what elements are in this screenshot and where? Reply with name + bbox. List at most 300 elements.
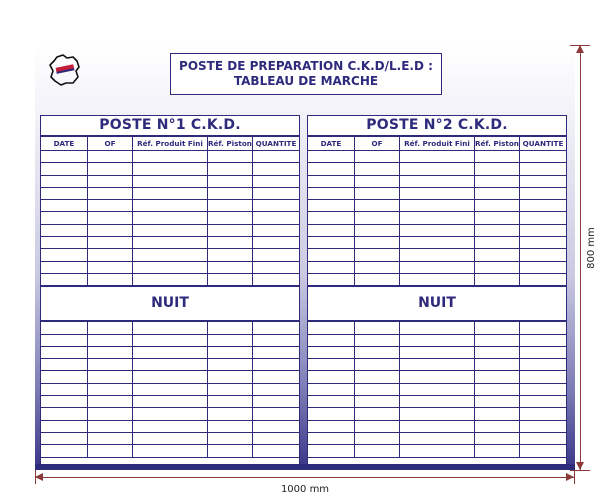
table-cell — [207, 346, 252, 358]
table-cell — [133, 249, 208, 261]
height-dimension-label: 800 mm — [586, 227, 597, 269]
table-cell — [133, 445, 208, 457]
table-row — [41, 420, 299, 432]
table-cell — [133, 408, 208, 420]
table-row — [308, 445, 566, 457]
table-row — [41, 334, 299, 346]
height-dimension-line — [580, 45, 581, 470]
table-cell — [87, 200, 132, 212]
table-cell — [207, 420, 252, 432]
table-cell — [474, 212, 519, 224]
table-cell — [253, 200, 299, 212]
table-cell — [400, 432, 475, 444]
table-cell — [87, 237, 132, 249]
day-rows — [308, 151, 566, 286]
table-cell — [308, 249, 354, 261]
col-header-of: OF — [87, 137, 132, 151]
table-row — [41, 383, 299, 395]
table-cell — [207, 249, 252, 261]
table-cell — [133, 237, 208, 249]
board-title — [170, 53, 442, 95]
arrow-right-icon — [566, 473, 574, 481]
table-cell — [474, 346, 519, 358]
table-cell — [207, 224, 252, 236]
table-cell — [253, 322, 299, 334]
table-cell — [308, 224, 354, 236]
panel-title: POSTE N°1 C.K.D. — [41, 116, 299, 136]
day-table — [308, 136, 566, 286]
table-cell — [474, 151, 519, 163]
panel-title: POSTE N°2 C.K.D. — [308, 116, 566, 136]
table-cell — [253, 237, 299, 249]
table-cell — [41, 175, 87, 187]
table-cell — [207, 432, 252, 444]
table-cell — [308, 261, 354, 273]
col-header-ref-produit: Réf. Produit Fini — [133, 137, 208, 151]
table-cell — [520, 273, 566, 285]
table-cell — [41, 334, 87, 346]
table-row — [308, 273, 566, 285]
table-cell — [41, 163, 87, 175]
table-cell — [253, 359, 299, 371]
table-cell — [354, 359, 399, 371]
table-cell — [354, 334, 399, 346]
table-cell — [308, 151, 354, 163]
table-cell — [308, 371, 354, 383]
table-cell — [520, 420, 566, 432]
table-row — [41, 163, 299, 175]
table-cell — [253, 432, 299, 444]
table-cell — [133, 432, 208, 444]
table-row — [41, 151, 299, 163]
table-cell — [308, 187, 354, 199]
night-rows — [41, 322, 299, 457]
table-cell — [253, 445, 299, 457]
nuit-separator: NUIT — [41, 286, 299, 321]
table-cell — [474, 237, 519, 249]
table-cell — [133, 224, 208, 236]
arrow-down-icon — [576, 462, 584, 470]
table-cell — [354, 163, 399, 175]
table-cell — [87, 445, 132, 457]
header-row — [41, 137, 299, 151]
table-row — [308, 187, 566, 199]
table-cell — [133, 151, 208, 163]
table-cell — [520, 224, 566, 236]
table-cell — [520, 445, 566, 457]
table-row — [308, 383, 566, 395]
table-cell — [474, 187, 519, 199]
table-cell — [207, 212, 252, 224]
table-cell — [354, 273, 399, 285]
table-cell — [207, 151, 252, 163]
table-cell — [41, 396, 87, 408]
table-cell — [520, 163, 566, 175]
table-cell — [41, 371, 87, 383]
table-row — [308, 261, 566, 273]
table-cell — [253, 273, 299, 285]
table-row — [41, 212, 299, 224]
table-cell — [133, 273, 208, 285]
col-header-quantite: QUANTITE — [520, 137, 566, 151]
table-cell — [520, 383, 566, 395]
table-cell — [308, 420, 354, 432]
table-cell — [400, 445, 475, 457]
table-cell — [253, 163, 299, 175]
table-row — [308, 237, 566, 249]
table-cell — [474, 432, 519, 444]
table-cell — [354, 261, 399, 273]
table-row — [308, 371, 566, 383]
table-cell — [308, 334, 354, 346]
table-row — [41, 371, 299, 383]
table-cell — [354, 420, 399, 432]
table-cell — [520, 396, 566, 408]
panel-poste-2 — [307, 115, 567, 465]
table-cell — [354, 383, 399, 395]
table-cell — [400, 346, 475, 358]
table-cell — [520, 151, 566, 163]
table-row — [308, 322, 566, 334]
table-cell — [474, 445, 519, 457]
table-row — [308, 224, 566, 236]
table-row — [308, 420, 566, 432]
table-cell — [87, 151, 132, 163]
table-cell — [207, 322, 252, 334]
table-cell — [87, 249, 132, 261]
table-cell — [41, 359, 87, 371]
table-cell — [474, 273, 519, 285]
table-cell — [87, 432, 132, 444]
table-cell — [308, 359, 354, 371]
table-cell — [354, 346, 399, 358]
table-cell — [253, 371, 299, 383]
table-cell — [400, 334, 475, 346]
dimension-tick — [574, 470, 575, 484]
table-cell — [354, 445, 399, 457]
table-row — [41, 432, 299, 444]
table-cell — [253, 187, 299, 199]
table-cell — [520, 371, 566, 383]
table-cell — [87, 175, 132, 187]
table-cell — [41, 237, 87, 249]
table-row — [41, 249, 299, 261]
table-cell — [207, 408, 252, 420]
table-cell — [308, 175, 354, 187]
table-cell — [474, 383, 519, 395]
table-cell — [41, 346, 87, 358]
table-cell — [400, 371, 475, 383]
table-cell — [207, 445, 252, 457]
table-cell — [520, 187, 566, 199]
table-cell — [41, 187, 87, 199]
table-row — [41, 273, 299, 285]
table-row — [41, 200, 299, 212]
table-cell — [41, 420, 87, 432]
table-row — [41, 224, 299, 236]
table-cell — [207, 383, 252, 395]
table-cell — [400, 187, 475, 199]
table-cell — [253, 334, 299, 346]
table-cell — [133, 322, 208, 334]
table-cell — [474, 163, 519, 175]
table-cell — [87, 346, 132, 358]
table-cell — [41, 273, 87, 285]
table-cell — [87, 212, 132, 224]
table-cell — [520, 334, 566, 346]
table-cell — [308, 163, 354, 175]
title-line-1: POSTE DE PREPARATION C.K.D/L.E.D : — [179, 59, 433, 73]
table-cell — [87, 420, 132, 432]
table-row — [308, 432, 566, 444]
table-cell — [474, 200, 519, 212]
table-cell — [400, 383, 475, 395]
table-row — [308, 408, 566, 420]
table-row — [41, 237, 299, 249]
table-cell — [520, 212, 566, 224]
table-row — [308, 334, 566, 346]
table-cell — [41, 261, 87, 273]
table-cell — [41, 445, 87, 457]
table-cell — [207, 175, 252, 187]
table-cell — [474, 396, 519, 408]
table-cell — [308, 396, 354, 408]
table-cell — [520, 432, 566, 444]
night-table — [308, 321, 566, 457]
table-cell — [400, 237, 475, 249]
table-row — [308, 212, 566, 224]
table-cell — [133, 163, 208, 175]
panel-poste-1 — [40, 115, 300, 465]
table-cell — [207, 273, 252, 285]
table-cell — [354, 224, 399, 236]
table-cell — [253, 175, 299, 187]
col-header-ref-piston: Réf. Piston — [207, 137, 252, 151]
table-cell — [207, 371, 252, 383]
table-row — [308, 346, 566, 358]
table-row — [41, 261, 299, 273]
table-cell — [253, 383, 299, 395]
table-cell — [520, 408, 566, 420]
table-cell — [87, 187, 132, 199]
arrow-left-icon — [35, 473, 43, 481]
table-cell — [207, 396, 252, 408]
arrow-up-icon — [576, 45, 584, 53]
table-cell — [253, 151, 299, 163]
table-cell — [133, 396, 208, 408]
table-cell — [354, 249, 399, 261]
table-cell — [207, 334, 252, 346]
table-cell — [133, 187, 208, 199]
table-cell — [41, 322, 87, 334]
table-cell — [400, 322, 475, 334]
table-row — [41, 445, 299, 457]
table-cell — [41, 249, 87, 261]
table-cell — [474, 175, 519, 187]
table-cell — [474, 334, 519, 346]
table-cell — [253, 224, 299, 236]
width-dimension-label: 1000 mm — [270, 484, 340, 495]
table-cell — [207, 359, 252, 371]
table-cell — [133, 334, 208, 346]
table-row — [308, 249, 566, 261]
table-cell — [354, 200, 399, 212]
table-cell — [520, 261, 566, 273]
table-row — [308, 200, 566, 212]
table-cell — [133, 200, 208, 212]
table-cell — [133, 261, 208, 273]
table-cell — [308, 322, 354, 334]
table-cell — [354, 175, 399, 187]
table-cell — [354, 408, 399, 420]
table-cell — [474, 420, 519, 432]
table-row — [308, 163, 566, 175]
table-row — [41, 346, 299, 358]
table-cell — [133, 346, 208, 358]
table-cell — [474, 322, 519, 334]
table-cell — [520, 322, 566, 334]
table-cell — [87, 334, 132, 346]
table-cell — [41, 408, 87, 420]
col-header-ref-piston: Réf. Piston — [474, 137, 519, 151]
table-cell — [474, 249, 519, 261]
table-cell — [87, 224, 132, 236]
table-cell — [41, 224, 87, 236]
title-line-2: TABLEAU DE MARCHE — [233, 74, 379, 88]
table-cell — [354, 396, 399, 408]
table-cell — [207, 187, 252, 199]
table-cell — [253, 249, 299, 261]
table-cell — [520, 249, 566, 261]
table-cell — [253, 212, 299, 224]
table-cell — [400, 249, 475, 261]
table-row — [41, 408, 299, 420]
table-cell — [133, 420, 208, 432]
table-cell — [253, 420, 299, 432]
table-cell — [400, 224, 475, 236]
table-cell — [87, 408, 132, 420]
table-cell — [41, 200, 87, 212]
table-cell — [207, 200, 252, 212]
table-cell — [308, 212, 354, 224]
table-cell — [474, 261, 519, 273]
table-cell — [474, 371, 519, 383]
table-cell — [87, 273, 132, 285]
table-cell — [41, 151, 87, 163]
night-table — [41, 321, 299, 457]
table-cell — [253, 346, 299, 358]
table-cell — [354, 187, 399, 199]
table-cell — [253, 261, 299, 273]
table-cell — [87, 322, 132, 334]
table-cell — [308, 408, 354, 420]
table-cell — [354, 322, 399, 334]
table-cell — [308, 346, 354, 358]
table-cell — [400, 212, 475, 224]
table-cell — [87, 359, 132, 371]
table-cell — [87, 261, 132, 273]
table-cell — [520, 359, 566, 371]
table-cell — [400, 396, 475, 408]
table-row — [41, 359, 299, 371]
table-cell — [354, 432, 399, 444]
table-cell — [354, 151, 399, 163]
col-header-of: OF — [354, 137, 399, 151]
table-row — [308, 359, 566, 371]
table-cell — [207, 237, 252, 249]
table-cell — [400, 200, 475, 212]
france-map-logo — [47, 53, 83, 87]
header-row — [308, 137, 566, 151]
table-cell — [207, 163, 252, 175]
table-row — [308, 151, 566, 163]
table-cell — [133, 371, 208, 383]
table-cell — [400, 151, 475, 163]
table-cell — [354, 237, 399, 249]
table-row — [41, 322, 299, 334]
table-cell — [207, 261, 252, 273]
day-rows — [41, 151, 299, 286]
col-header-date: DATE — [41, 137, 87, 151]
col-header-ref-produit: Réf. Produit Fini — [400, 137, 475, 151]
table-cell — [308, 273, 354, 285]
table-cell — [87, 163, 132, 175]
dimension-tick — [570, 470, 590, 471]
table-cell — [520, 237, 566, 249]
table-cell — [41, 383, 87, 395]
table-cell — [400, 273, 475, 285]
table-cell — [41, 432, 87, 444]
table-row — [41, 396, 299, 408]
table-cell — [133, 212, 208, 224]
table-cell — [87, 371, 132, 383]
table-row — [41, 187, 299, 199]
table-cell — [41, 212, 87, 224]
table-cell — [400, 261, 475, 273]
table-cell — [520, 346, 566, 358]
table-cell — [400, 359, 475, 371]
table-cell — [87, 396, 132, 408]
width-dimension-line — [35, 477, 575, 478]
table-cell — [308, 432, 354, 444]
table-cell — [253, 408, 299, 420]
table-cell — [520, 175, 566, 187]
planning-board — [35, 45, 575, 470]
table-row — [41, 175, 299, 187]
table-cell — [474, 408, 519, 420]
table-cell — [253, 396, 299, 408]
table-cell — [133, 383, 208, 395]
night-rows — [308, 322, 566, 457]
table-cell — [308, 383, 354, 395]
table-cell — [354, 371, 399, 383]
table-row — [308, 175, 566, 187]
table-cell — [133, 359, 208, 371]
table-cell — [474, 224, 519, 236]
table-cell — [400, 408, 475, 420]
table-cell — [308, 200, 354, 212]
table-cell — [400, 163, 475, 175]
table-cell — [354, 212, 399, 224]
table-row — [308, 396, 566, 408]
table-cell — [400, 420, 475, 432]
table-cell — [308, 237, 354, 249]
nuit-separator: NUIT — [308, 286, 566, 321]
col-header-quantite: QUANTITE — [253, 137, 299, 151]
table-cell — [133, 175, 208, 187]
table-cell — [400, 175, 475, 187]
table-cell — [520, 200, 566, 212]
